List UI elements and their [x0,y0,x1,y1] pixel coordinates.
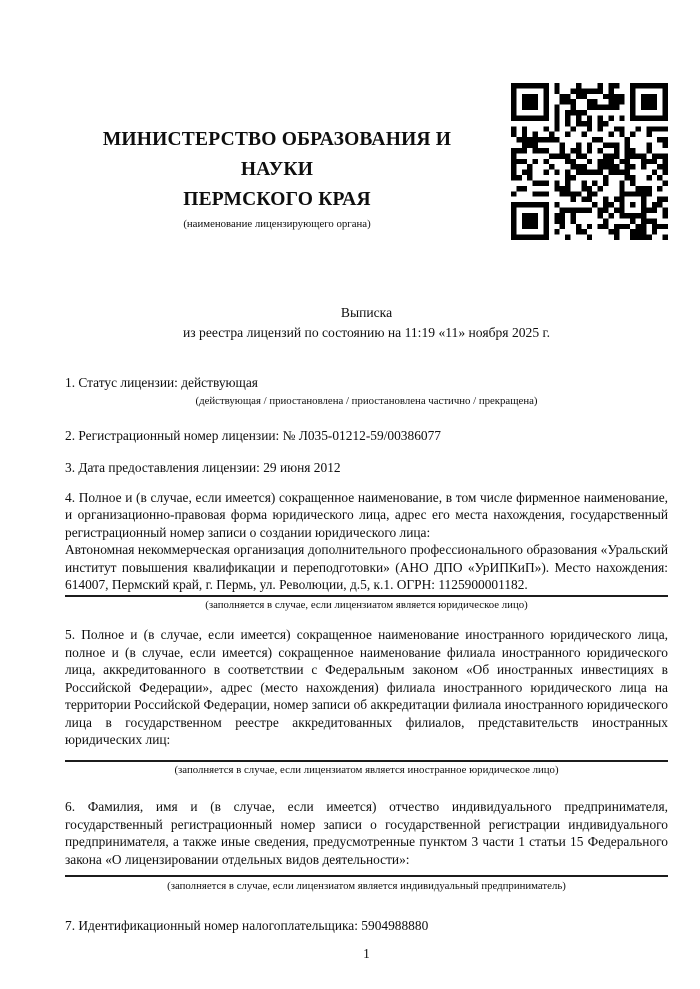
page-number: 1 [363,946,370,961]
title-line1: Выписка [340,305,393,320]
item-5-fill-line [65,760,668,762]
licensing-authority-block [65,83,489,231]
document-body [65,374,668,962]
title-line2: из реестра лицензий по состоянию на 11:19 «11» ноября 2025 г. [182,324,550,340]
item-5-foreign-entity-heading: 5. Полное и (в случае, если имеется) сокращенное наименование иностранного юридического лица, полное и (в случае, если имеется) сокращенное наименование филиала иностранного юридического лица, аккредитованного в соответствии с Федеральным законом «Об иностранных инвестициях в Российской Федерации», адрес (место нахождения) филиала иностранного юридического лица на территории Российской Федерации, номер записи об аккредитации филиала иностранного юридического лица в государственном реестре аккредитованных филиалов, представительств иностранных юридических лиц: [65,627,668,747]
item-6-fill-line [65,875,668,877]
item-4-fill-line [65,595,668,597]
ministry-name-line2: ПЕРМСКОГО КРАЯ [183,189,371,210]
item-6-note: (заполняется в случае, если лицензиатом является индивидуальный предприниматель) [167,879,566,892]
item-2-registration-number: 2. Регистрационный номер лицензии: № Л035-01212-59/00386077 [65,427,441,443]
item-6-entrepreneur-heading: 6. Фамилия, имя и (в случае, если имеется) отчество индивидуального предпринимателя, государственный регистрационный номер записи о государственной регистрации индивидуального предпринимателя, а также иные сведения, предусмотренные пунктом 3 части 1 статьи 15 Федерального закона «О лицензировании отдельных видов деятельности»: [65,799,668,867]
qr-code [511,83,668,240]
item-5-note: (заполняется в случае, если лицензиатом является иностранное юридическое лицо) [174,764,559,776]
item-4-legal-entity-heading: 4. Полное и (в случае, если имеется) сокращенное наименование, в том числе фирменное наименование, и организационно-правовая форма юридического лица, адрес его места нахождения, государственный регистрационный номер записи о создании юридического лица: [65,489,668,540]
document-title [65,303,668,342]
item-1-license-status: 1. Статус лицензии: действующая [65,375,258,390]
ministry-name-line1: МИНИСТЕРСТВО ОБРАЗОВАНИЯ И НАУКИ [102,129,452,180]
qr-code-icon [511,83,668,240]
document-header [65,83,668,240]
item-1-note: (действующая / приостановлена / приостановлена частично / прекращена) [195,394,538,407]
item-4-legal-entity-value: Автономная некоммерческая организация дополнительного профессионального образования «Уральский институт повышения квалификации и переподготовки» (АНО ДПО «УрИПКиП»). Место нахождения: 614007, Пермский край, г. Пермь, ул. Революции, д.5, к.1. ОГРН: 1125900001182. [65,542,668,592]
document-content [65,0,668,962]
item-7-taxpayer-number: 7. Идентификационный номер налогоплательщика: 5904988880 [65,917,429,933]
item-3-grant-date: 3. Дата предоставления лицензии: 29 июня 2012 [65,460,341,475]
licensing-authority-caption: (наименование лицензирующего органа) [183,218,371,230]
item-4-note: (заполняется в случае, если лицензиатом является юридическое лицо) [205,599,528,611]
